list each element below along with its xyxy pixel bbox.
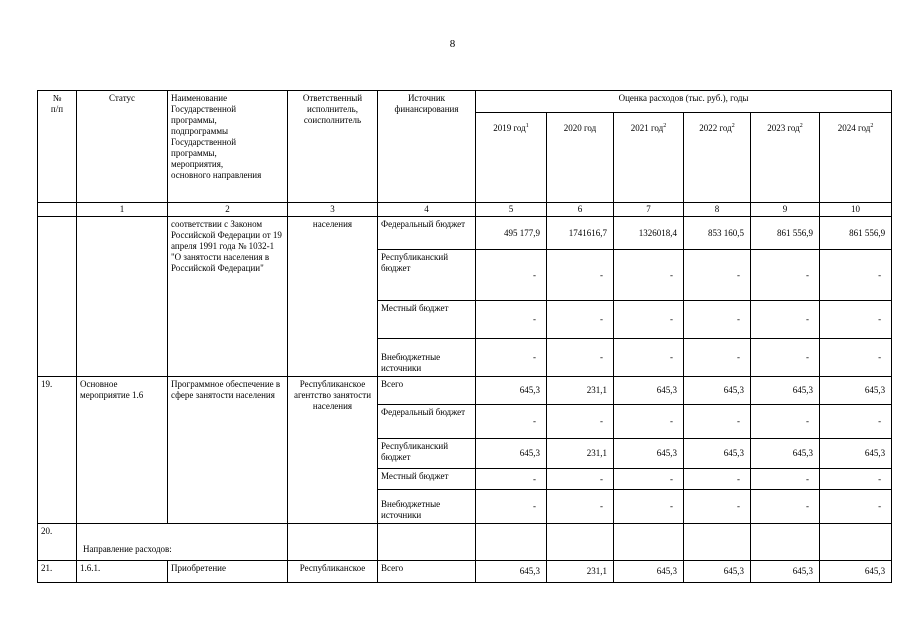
cell-value: 645,3 <box>476 377 547 405</box>
cell-value: 1741616,7 <box>547 217 614 250</box>
cell-source: Республиканский бюджет <box>378 439 476 469</box>
cell-value: 645,3 <box>684 377 751 405</box>
cell-value: - <box>684 469 751 490</box>
cell-value: - <box>820 469 892 490</box>
index-cell: 8 <box>684 203 751 217</box>
cell-source: Федеральный бюджет <box>378 217 476 250</box>
cell-value: - <box>547 339 614 377</box>
cell-empty <box>378 524 476 561</box>
page-number: 8 <box>449 38 456 50</box>
cell-value: - <box>684 301 751 339</box>
cell-empty <box>288 524 378 561</box>
cell-source: Внебюджетные источники <box>378 339 476 377</box>
cell-value: 861 556,9 <box>820 217 892 250</box>
header-name: Наименование Государственной программы, подпрограммы Государственной программы, мероприятия, основного направления <box>168 91 288 203</box>
index-cell: 3 <box>288 203 378 217</box>
cell-value: - <box>820 250 892 301</box>
cell-value: - <box>820 405 892 439</box>
header-year: 2022 год$^2$ <box>684 113 751 203</box>
cell-value: - <box>614 250 684 301</box>
index-cell: 1 <box>77 203 168 217</box>
cell-number: 19. <box>38 377 77 524</box>
cell-value: - <box>751 490 820 524</box>
cell-value: - <box>614 490 684 524</box>
table-row <box>38 217 892 250</box>
expenditure-table <box>37 90 892 583</box>
cell-value: - <box>614 405 684 439</box>
cell-empty <box>684 524 751 561</box>
cell-value: - <box>751 301 820 339</box>
cell-value: 495 177,9 <box>476 217 547 250</box>
table-row <box>38 377 892 405</box>
cell-executor: населения <box>288 217 378 377</box>
cell-name: Приобретение <box>168 561 288 583</box>
index-cell: 10 <box>820 203 892 217</box>
table-row <box>38 561 892 583</box>
cell-source: Федеральный бюджет <box>378 405 476 439</box>
cell-value: 231,1 <box>547 439 614 469</box>
header-number: № п/п <box>38 91 77 203</box>
header-year: 2020 год <box>547 113 614 203</box>
cell-name: Программное обеспечение в сфере занятости населения <box>168 377 288 524</box>
cell-value: - <box>684 490 751 524</box>
cell-value: 645,3 <box>751 561 820 583</box>
cell-value: - <box>684 405 751 439</box>
cell-value: 645,3 <box>751 439 820 469</box>
cell-value: 645,3 <box>684 561 751 583</box>
cell-value: 853 160,5 <box>684 217 751 250</box>
index-cell: 2 <box>168 203 288 217</box>
cell-value: - <box>751 339 820 377</box>
cell-value: - <box>547 490 614 524</box>
index-row <box>38 203 892 217</box>
index-cell: 6 <box>547 203 614 217</box>
cell-value: 645,3 <box>820 439 892 469</box>
cell-name: соответствии с Законом Российской Федерации от 19 апреля 1991 года № 1032-1 "О занятости населения в Российской Федерации" <box>168 217 288 377</box>
cell-value: - <box>547 301 614 339</box>
index-cell: 5 <box>476 203 547 217</box>
index-cell: 7 <box>614 203 684 217</box>
cell-value: 231,1 <box>547 377 614 405</box>
cell-value: - <box>547 405 614 439</box>
cell-value: 645,3 <box>684 439 751 469</box>
cell-direction: Направление расходов: <box>77 524 288 561</box>
cell-empty <box>614 524 684 561</box>
header-executor: Ответственный исполнитель, соисполнитель <box>288 91 378 203</box>
table-row <box>38 524 892 561</box>
cell-value: - <box>614 301 684 339</box>
cell-value: - <box>820 490 892 524</box>
cell-executor: Республиканское агентство занятости населения <box>288 377 378 524</box>
cell-value: - <box>614 469 684 490</box>
cell-status: 1.6.1. <box>77 561 168 583</box>
cell-number: 21. <box>38 561 77 583</box>
cell-empty <box>547 524 614 561</box>
header-year: 2019 год$^1$ <box>476 113 547 203</box>
cell-number <box>38 217 77 377</box>
cell-value: - <box>476 490 547 524</box>
cell-value: - <box>547 469 614 490</box>
cell-status <box>77 217 168 377</box>
header-status: Статус <box>77 91 168 203</box>
cell-value: - <box>751 405 820 439</box>
cell-source: Республиканский бюджет <box>378 250 476 301</box>
cell-source: Всего <box>378 561 476 583</box>
cell-value: 645,3 <box>614 377 684 405</box>
cell-value: - <box>547 250 614 301</box>
cell-source: Внебюджетные источники <box>378 490 476 524</box>
header-year: 2023 год$^2$ <box>751 113 820 203</box>
header-source: Источник финансирования <box>378 91 476 203</box>
cell-empty <box>820 524 892 561</box>
cell-value: 645,3 <box>476 561 547 583</box>
header-year: 2024 год$^2$ <box>820 113 892 203</box>
cell-value: 645,3 <box>820 377 892 405</box>
index-cell: 9 <box>751 203 820 217</box>
cell-value: - <box>476 339 547 377</box>
cell-value: - <box>614 339 684 377</box>
cell-empty <box>476 524 547 561</box>
header-row <box>38 91 892 113</box>
cell-status: Основное мероприятие 1.6 <box>77 377 168 524</box>
cell-value: - <box>476 301 547 339</box>
cell-value: - <box>476 469 547 490</box>
cell-value: 231,1 <box>547 561 614 583</box>
cell-source: Всего <box>378 377 476 405</box>
cell-executor: Республиканское <box>288 561 378 583</box>
cell-number: 20. <box>38 524 77 561</box>
cell-source: Местный бюджет <box>378 301 476 339</box>
cell-value: 645,3 <box>820 561 892 583</box>
cell-value: 645,3 <box>751 377 820 405</box>
cell-source: Местный бюджет <box>378 469 476 490</box>
cell-value: - <box>820 301 892 339</box>
cell-value: - <box>476 250 547 301</box>
index-cell <box>38 203 77 217</box>
cell-value: - <box>684 339 751 377</box>
cell-value: 645,3 <box>614 561 684 583</box>
cell-value: - <box>820 339 892 377</box>
index-cell: 4 <box>378 203 476 217</box>
cell-empty <box>751 524 820 561</box>
header-year: 2021 год$^2$ <box>614 113 684 203</box>
cell-value: - <box>476 405 547 439</box>
cell-value: 645,3 <box>476 439 547 469</box>
cell-value: - <box>684 250 751 301</box>
cell-value: 645,3 <box>614 439 684 469</box>
cell-value: 861 556,9 <box>751 217 820 250</box>
header-costs: Оценка расходов (тыс. руб.), годы <box>476 91 892 113</box>
cell-value: 1326018,4 <box>614 217 684 250</box>
cell-value: - <box>751 250 820 301</box>
cell-value: - <box>751 469 820 490</box>
